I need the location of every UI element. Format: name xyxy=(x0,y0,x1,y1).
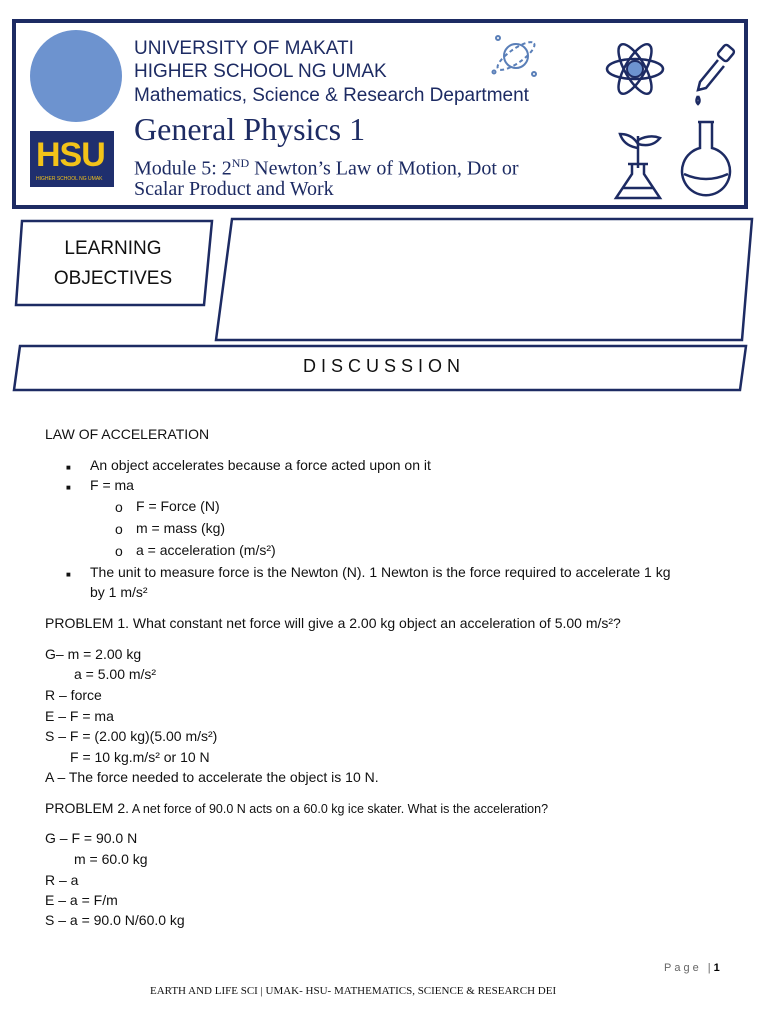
bullet-marker: ■ xyxy=(66,463,71,472)
problem-2: PROBLEM 2. A net force of 90.0 N acts on a 60.0 kg ice skater. What is the acceleration? xyxy=(45,800,549,816)
solution-line: R – force xyxy=(45,687,102,703)
solution-line: S – F = (2.00 kg)(5.00 m/s²) xyxy=(45,728,218,744)
footer-text: EARTH AND LIFE SCI | UMAK- HSU- MATHEMATICS, SCIENCE & RESEARCH DEI xyxy=(150,985,557,997)
sub-bullet-marker: o xyxy=(115,543,123,559)
solution-line: m = 60.0 kg xyxy=(74,851,148,867)
course-title: General Physics 1 xyxy=(134,111,366,147)
school-name: HIGHER SCHOOL NG UMAK xyxy=(134,61,387,82)
section-frames xyxy=(0,0,768,400)
hsu-logo-text: HSU xyxy=(36,136,105,174)
solution-line: G– m = 2.00 kg xyxy=(45,646,142,662)
problem-1: PROBLEM 1. What constant net force will give a 2.00 kg object an acceleration of 5.00 m/s²? xyxy=(45,615,621,631)
solution-line: S – a = 90.0 N/60.0 kg xyxy=(45,912,185,928)
university-name: UNIVERSITY OF MAKATI xyxy=(134,38,354,59)
bullet-marker: ■ xyxy=(66,570,71,579)
page-number: Page |1 xyxy=(664,962,720,974)
module-title-line1: Module 5: 2ND Newton’s Law of Motion, Dot or xyxy=(134,156,519,180)
module-title-line2: Scalar Product and Work xyxy=(134,178,334,200)
solution-line: a = 5.00 m/s² xyxy=(74,666,157,682)
solution-line: F = 10 kg.m/s² or 10 N xyxy=(70,749,210,765)
learning-objectives-label: LEARNING OBJECTIVES xyxy=(53,238,173,289)
solution-line: E – a = F/m xyxy=(45,892,118,908)
department-name: Mathematics, Science & Research Department xyxy=(134,85,529,106)
bullet-item: The unit to measure force is the Newton (N). 1 Newton is the force required to accelerate 1 kg xyxy=(90,564,671,580)
sub-bullet-marker: o xyxy=(115,521,123,537)
bullet-marker: ■ xyxy=(66,483,71,492)
sub-bullet-item: a = acceleration (m/s²) xyxy=(136,542,276,558)
sub-bullet-item: m = mass (kg) xyxy=(136,520,226,536)
sub-bullet-item: F = Force (N) xyxy=(136,498,220,514)
hsu-logo-subtext: HIGHER SCHOOL NG UMAK xyxy=(36,176,103,182)
sub-bullet-marker: o xyxy=(115,499,123,515)
bullet-item-continued: by 1 m/s² xyxy=(90,584,148,600)
solution-line: E – F = ma xyxy=(45,708,114,724)
discussion-heading: DISCUSSION xyxy=(302,356,466,376)
section-title: LAW OF ACCELERATION xyxy=(45,426,210,442)
bullet-item: F = ma xyxy=(90,477,134,493)
solution-line: A – The force needed to accelerate the object is 10 N. xyxy=(45,769,379,785)
solution-line: R – a xyxy=(45,872,79,888)
solution-line: G – F = 90.0 N xyxy=(45,830,138,846)
bullet-item: An object accelerates because a force acted upon on it xyxy=(90,457,431,473)
